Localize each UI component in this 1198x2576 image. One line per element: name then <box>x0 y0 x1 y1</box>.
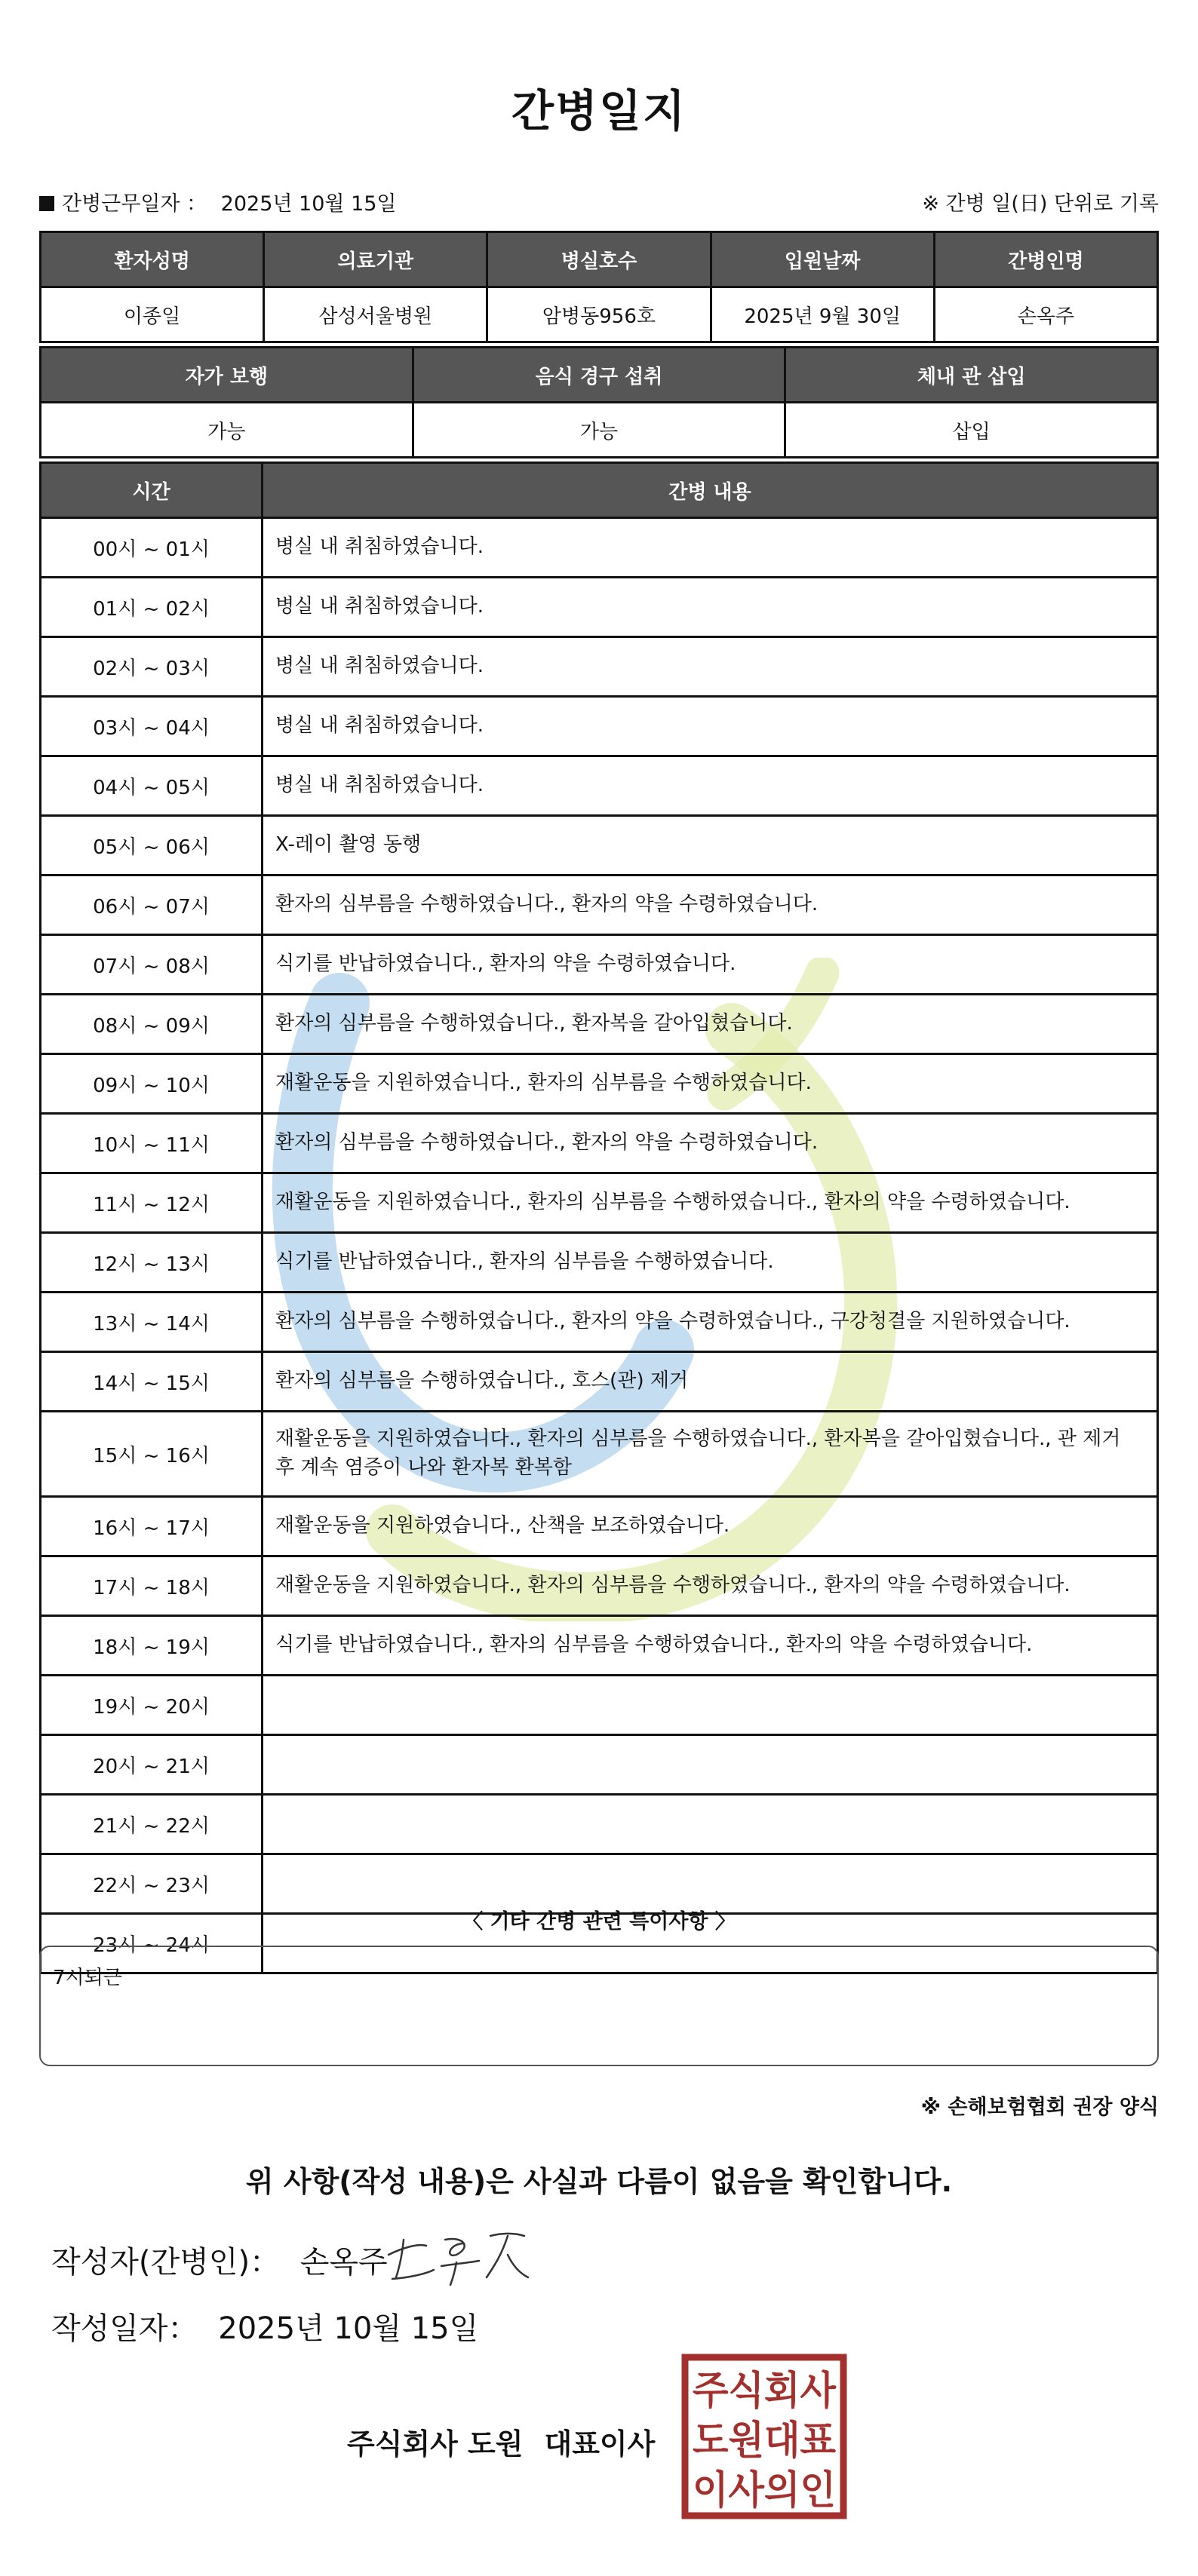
self-walking-value: 가능 <box>41 403 413 458</box>
log-content <box>263 1795 1158 1854</box>
log-time: 07시 ~ 08시 <box>41 935 263 995</box>
table-row <box>41 876 1158 935</box>
document-title: 간병일지 <box>511 85 687 136</box>
caregiver-name: 손옥주 <box>934 287 1157 342</box>
table-row <box>41 1054 1158 1114</box>
table-row <box>41 1497 1158 1556</box>
admission-date: 2025년 9월 30일 <box>711 287 934 342</box>
notes-text: 7시퇴근 <box>53 1967 122 1989</box>
table-row <box>41 995 1158 1054</box>
table-row <box>41 1735 1158 1795</box>
table-row <box>41 518 1158 578</box>
written-date-label: 작성일자： <box>51 2311 198 2346</box>
log-rows <box>41 518 1158 1973</box>
log-content: 환자의 심부름을 수행하였습니다., 호스(관) 제거 <box>263 1352 1158 1412</box>
header-caregiver: 간병인명 <box>934 232 1157 287</box>
company-line <box>347 2421 655 2462</box>
table-row <box>41 637 1158 697</box>
seal-line-3: 이사의인 <box>693 2468 836 2513</box>
log-content: 재활운동을 지원하였습니다., 환자의 심부름을 수행하였습니다. <box>263 1054 1158 1114</box>
log-content: 환자의 심부름을 수행하였습니다., 환자의 약을 수령하였습니다. <box>263 1114 1158 1173</box>
table-row <box>41 1676 1158 1735</box>
log-time: 02시 ~ 03시 <box>41 637 263 697</box>
log-content: 재활운동을 지원하였습니다., 환자의 심부름을 수행하였습니다., 환자의 약을 수령하였습니다. <box>263 1173 1158 1233</box>
log-time: 05시 ~ 06시 <box>41 816 263 876</box>
log-content: 식기를 반납하였습니다., 환자의 약을 수령하였습니다. <box>263 935 1158 995</box>
written-date-value: 2025년 10월 15일 <box>218 2311 479 2346</box>
table-row <box>41 1352 1158 1412</box>
table-row <box>41 1114 1158 1173</box>
table-header-row <box>41 463 1158 518</box>
log-time: 18시 ~ 19시 <box>41 1616 263 1676</box>
company-name: 주식회사 도원 <box>347 2427 524 2461</box>
log-time: 22시 ~ 23시 <box>41 1854 263 1914</box>
hospital: 삼성서울병원 <box>264 287 487 342</box>
log-content: 재활운동을 지원하였습니다., 산책을 보조하였습니다. <box>263 1497 1158 1556</box>
log-content: 환자의 심부름을 수행하였습니다., 환자의 약을 수령하였습니다., 구강청결을 지원하였습니다. <box>263 1293 1158 1352</box>
notes-title: 〈 기타 간병 관련 특이사항 〉 <box>462 1910 736 1934</box>
log-content: 식기를 반납하였습니다., 환자의 심부름을 수행하였습니다., 환자의 약을 수령하였습니다. <box>263 1616 1158 1676</box>
log-time: 15시 ~ 16시 <box>41 1412 263 1497</box>
writer-label: 작성자(간병인)： <box>51 2245 281 2280</box>
log-content: X-레이 촬영 동행 <box>263 816 1158 876</box>
table-row <box>41 756 1158 816</box>
header-tube-insertion: 체내 관 삽입 <box>785 348 1158 403</box>
table-row <box>41 403 1158 458</box>
table-row <box>41 1412 1158 1497</box>
handwritten-signature <box>381 2225 532 2292</box>
writer-line <box>51 2238 388 2281</box>
header-hospital: 의료기관 <box>264 232 487 287</box>
company-seal-stamp <box>680 2353 848 2520</box>
log-content: 병실 내 취침하였습니다. <box>263 518 1158 578</box>
seal-line-2: 도원대표 <box>693 2418 836 2464</box>
table-row <box>41 1616 1158 1676</box>
log-content: 재활운동을 지원하였습니다., 환자의 심부름을 수행하였습니다., 환자의 약을 수령하였습니다. <box>263 1556 1158 1616</box>
tube-insertion-value: 삽입 <box>785 403 1158 458</box>
record-unit-note: ※ 간병 일(日) 단위로 기록 <box>922 192 1159 216</box>
table-row <box>41 287 1158 342</box>
table-row <box>41 697 1158 756</box>
patient-info-table <box>39 231 1159 343</box>
table-header-row <box>41 232 1158 287</box>
oral-intake-value: 가능 <box>413 403 785 458</box>
log-time: 12시 ~ 13시 <box>41 1233 263 1293</box>
log-time: 10시 ~ 11시 <box>41 1114 263 1173</box>
log-time: 19시 ~ 20시 <box>41 1676 263 1735</box>
log-time: 13시 ~ 14시 <box>41 1293 263 1352</box>
log-time: 00시 ~ 01시 <box>41 518 263 578</box>
hourly-care-log-table <box>39 462 1159 1974</box>
bullet-square-icon <box>39 196 54 211</box>
table-row <box>41 578 1158 637</box>
recommend-note: ※ 손해보험협회 권장 양식 <box>920 2096 1159 2119</box>
header-room: 병실호수 <box>487 232 711 287</box>
log-content: 병실 내 취침하였습니다. <box>263 578 1158 637</box>
log-content: 병실 내 취침하였습니다. <box>263 697 1158 756</box>
header-patient-name: 환자성명 <box>41 232 264 287</box>
log-time: 08시 ~ 09시 <box>41 995 263 1054</box>
log-time: 23시 ~ 24시 <box>41 1914 263 1973</box>
table-row <box>41 1556 1158 1616</box>
table-header-row <box>41 348 1158 403</box>
table-row <box>41 1795 1158 1854</box>
header-admission-date: 입원날짜 <box>711 232 934 287</box>
table-row <box>41 1293 1158 1352</box>
log-time: 11시 ~ 12시 <box>41 1173 263 1233</box>
table-row <box>41 816 1158 876</box>
representative-label: 대표이사 <box>544 2427 656 2461</box>
patient-name: 이종일 <box>41 287 264 342</box>
table-row <box>41 1173 1158 1233</box>
log-content: 재활운동을 지원하였습니다., 환자의 심부름을 수행하였습니다., 환자복을 갈아입혔습니다., 관 제거 후 계속 염증이 나와 환자복 환복함 <box>263 1412 1158 1497</box>
header-self-walking: 자가 보행 <box>41 348 413 403</box>
log-content: 환자의 심부름을 수행하였습니다., 환자복을 갈아입혔습니다. <box>263 995 1158 1054</box>
log-time: 16시 ~ 17시 <box>41 1497 263 1556</box>
log-time: 09시 ~ 10시 <box>41 1054 263 1114</box>
log-time: 06시 ~ 07시 <box>41 876 263 935</box>
header-oral-intake: 음식 경구 섭취 <box>413 348 785 403</box>
seal-line-1: 주식회사 <box>693 2369 837 2414</box>
writer-name: 손옥주 <box>300 2245 388 2280</box>
log-content <box>263 1676 1158 1735</box>
header-care-content: 간병 내용 <box>263 463 1158 518</box>
room-number: 암병동956호 <box>487 287 711 342</box>
log-time: 21시 ~ 22시 <box>41 1795 263 1854</box>
log-time: 20시 ~ 21시 <box>41 1735 263 1795</box>
log-content: 식기를 반납하였습니다., 환자의 심부름을 수행하였습니다. <box>263 1233 1158 1293</box>
log-time: 01시 ~ 02시 <box>41 578 263 637</box>
header-time: 시간 <box>41 463 263 518</box>
log-content: 환자의 심부름을 수행하였습니다., 환자의 약을 수령하였습니다. <box>263 876 1158 935</box>
table-row <box>41 1233 1158 1293</box>
work-date-value: 2025년 10월 15일 <box>220 192 397 216</box>
log-time: 17시 ~ 18시 <box>41 1556 263 1616</box>
written-date-line <box>51 2305 478 2348</box>
log-content: 병실 내 취침하였습니다. <box>263 756 1158 816</box>
notes-box <box>39 1946 1159 2066</box>
log-time: 14시 ~ 15시 <box>41 1352 263 1412</box>
work-date-label: 간병근무일자 ： <box>62 192 207 216</box>
log-content: 병실 내 취침하였습니다. <box>263 637 1158 697</box>
log-content <box>263 1735 1158 1795</box>
patient-status-table <box>39 346 1159 458</box>
log-time: 03시 ~ 04시 <box>41 697 263 756</box>
table-row <box>41 935 1158 995</box>
log-time: 04시 ~ 05시 <box>41 756 263 816</box>
confirm-statement: 위 사항(작성 내용)은 사실과 다름이 없음을 확인합니다. <box>245 2165 953 2198</box>
work-date-line <box>39 187 397 216</box>
